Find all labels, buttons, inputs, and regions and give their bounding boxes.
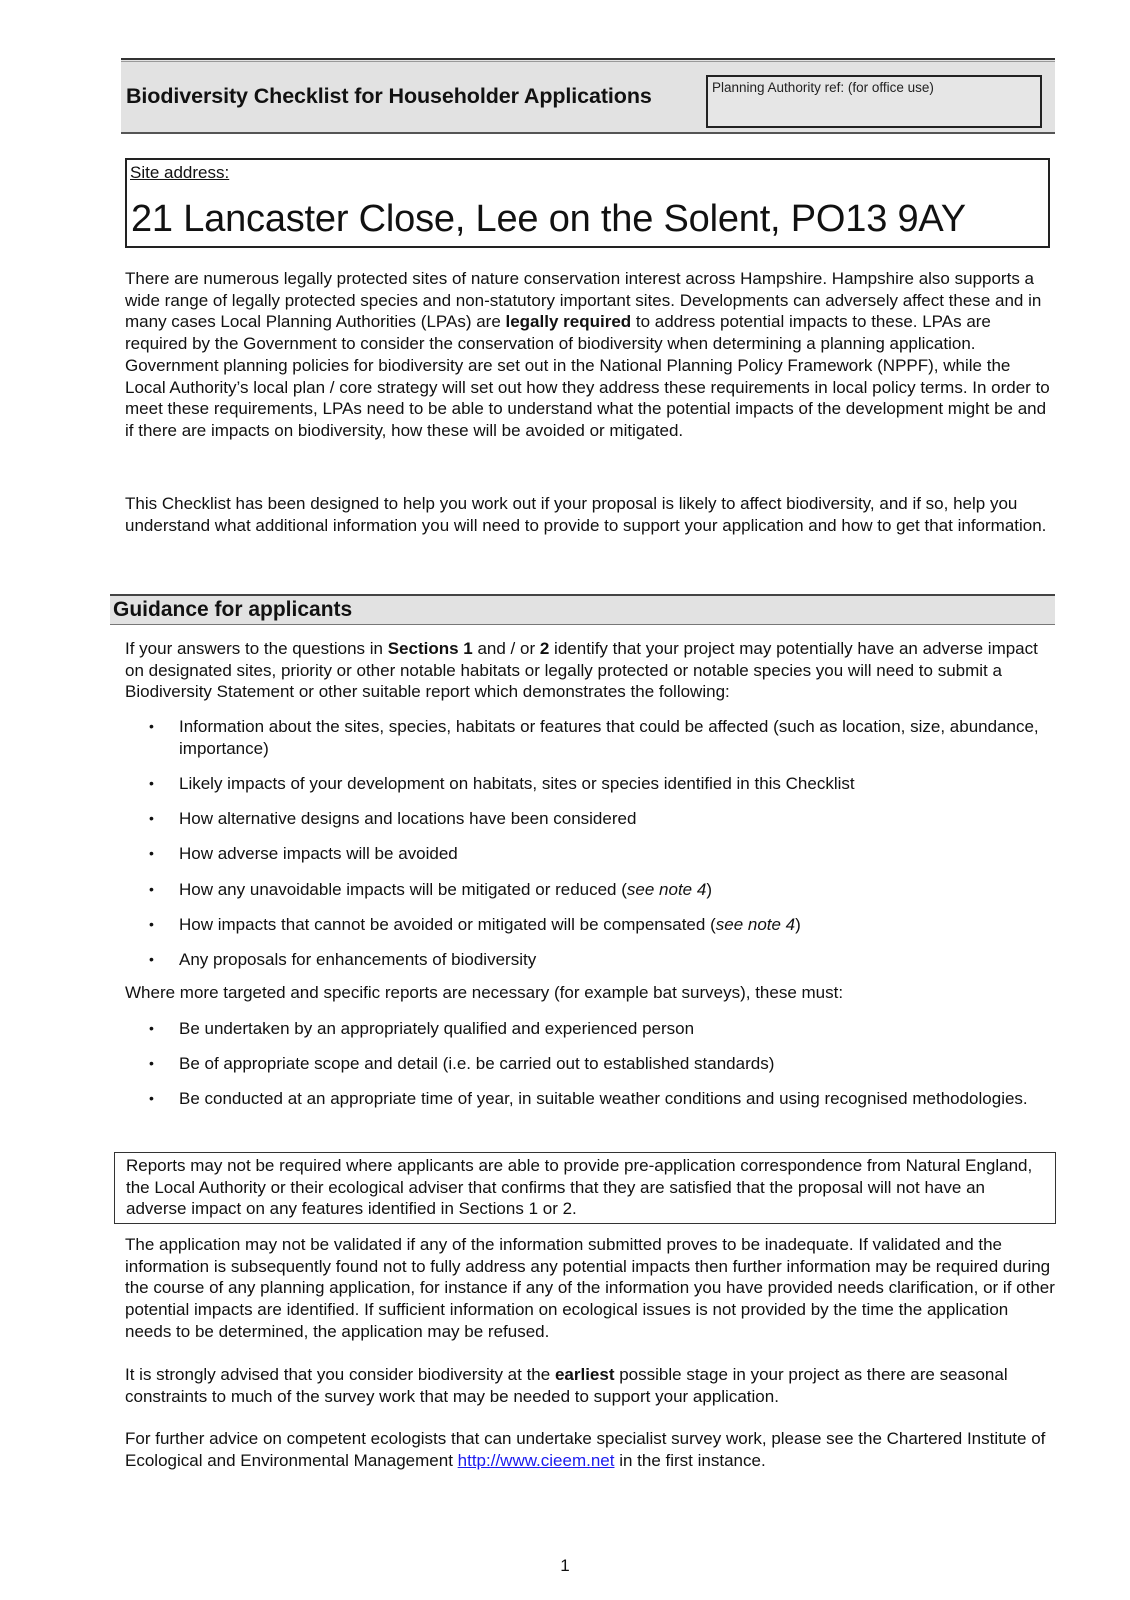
list-item-text: How any unavoidable impacts will be mitigated or reduced ( <box>179 879 627 899</box>
targeted-reports-list <box>125 1018 1055 1124</box>
targeted-reports-lead: Where more targeted and specific reports are necessary (for example bat surveys), these must: <box>125 983 844 1002</box>
list-item <box>125 879 1055 901</box>
cieem-link[interactable]: http://www.cieem.net <box>457 1450 615 1470</box>
office-use-ref-field[interactable] <box>706 75 1042 128</box>
bullet-icon: • <box>149 845 154 862</box>
site-address-label: Site address: <box>130 163 230 182</box>
validation-paragraph: The application may not be validated if any of the information submitted proves to be inadequate. If validated and the information is subsequently found not to fully address any potential impacts then further information may be required during the course of any planning application, for instance if any of the information you have provided needs clarification, or if other potential impacts are identified. If sufficient information on ecological issues is not provided by the time the application needs to be determined, the application may be refused. <box>125 1235 1055 1341</box>
advice-text: It is strongly advised that you consider biodiversity at the <box>125 1365 555 1384</box>
list-item <box>125 1053 1055 1075</box>
list-item <box>125 773 1055 795</box>
intro-text: There are numerous legally protected sites of nature conservation interest across Hampshire. Hampshire also supports a wide range of legally protected species and non-statutory important sites. Developments can adversely affect these and in many cases Local Planning Authorities (LPAs) are <box>125 269 1042 332</box>
bullet-icon: • <box>149 1090 154 1107</box>
advice-text: possible stage in your project as there are seasonal constraints to much of the survey work that may be needed to support your application. <box>125 1365 1008 1406</box>
guidance-section-title: Guidance for applicants <box>113 598 353 621</box>
list-item-text: Any proposals for enhancements of biodiversity <box>179 949 537 969</box>
office-use-ref-label: Planning Authority ref: (for office use) <box>712 80 934 95</box>
pre-application-notice-box <box>114 1152 1056 1224</box>
list-item-text: How alternative designs and locations have been considered <box>179 809 637 829</box>
bullet-icon: • <box>149 950 154 967</box>
document-title: Biodiversity Checklist for Householder Applications <box>126 84 652 108</box>
further-text: in the first instance. <box>614 1450 766 1470</box>
guidance-section-header <box>110 594 1055 625</box>
list-item-text: How adverse impacts will be avoided <box>179 844 458 864</box>
lead-text: and / or <box>472 639 540 658</box>
bullet-icon: • <box>149 810 154 827</box>
advice-emphasis: earliest <box>554 1365 615 1384</box>
lead-text: If your answers to the questions in <box>125 639 388 658</box>
site-address-box <box>125 158 1050 248</box>
lead-emphasis-2: 2 <box>539 639 550 658</box>
bullet-icon: • <box>149 1055 154 1072</box>
list-item-text: Be undertaken by an appropriately qualified and experienced person <box>179 1019 695 1038</box>
guidance-lead-paragraph <box>125 638 1055 703</box>
intro-paragraph-1 <box>125 268 1055 442</box>
bullet-icon: • <box>149 915 154 932</box>
intro-text-cont: to address potential impacts to these. LPAs are required by the Government to consider the conservation of biodiversity when determining a planning application. Government planning policies for biodiversity are set out in the National Planning Policy Framework (NPPF), while the Local Authority’s local plan / core strategy will set out how they address these requirements in local policy terms. In order to meet these requirements, LPAs need to be able to understand what the potential impacts of the development might be and if there are impacts on biodiversity, how these will be avoided or mitigated. <box>125 312 1050 440</box>
lead-emphasis-sections: Sections 1 <box>387 639 473 658</box>
bullet-icon: • <box>149 1020 154 1036</box>
pre-application-notice-text: Reports may not be required where applicants are able to provide pre-application correspondence from Natural England, the Local Authority or their ecological adviser that confirms that they are satisfied that the proposal will not have an adverse impact on any features identified in Sections 1 or 2. <box>126 1156 1033 1219</box>
bullet-icon: • <box>149 718 154 734</box>
note-reference: see note 4 <box>715 914 796 934</box>
list-item <box>125 1018 1055 1040</box>
further-advice-paragraph <box>125 1428 1055 1471</box>
note-reference: see note 4 <box>626 879 707 899</box>
further-text: For further advice on competent ecologists that can undertake specialist survey work, please see the Chartered Institute of Ecological and Environmental Management <box>125 1429 1046 1470</box>
bullet-icon: • <box>149 774 154 791</box>
list-item-text: Information about the sites, species, habitats or features that could be affected (such as location, size, abundance, importance) <box>179 717 1039 758</box>
list-item <box>125 1088 1055 1110</box>
list-item <box>125 914 1055 936</box>
list-item <box>125 949 1055 971</box>
list-item <box>125 808 1055 830</box>
statement-requirements-list <box>125 716 1055 984</box>
list-item <box>125 716 1055 759</box>
list-item-tail: ) <box>706 879 712 899</box>
lead-text: identify that your project may potentially have an adverse impact on designated sites, priority or other notable habitats or legally protected or notable species you will need to submit a Biodiversity Statement or other suitable report which demonstrates the following: <box>125 639 1038 702</box>
early-advice-paragraph <box>125 1364 1055 1407</box>
list-item-text: How impacts that cannot be avoided or mitigated will be compensated ( <box>179 914 716 934</box>
intro-emphasis: legally required <box>505 312 632 332</box>
list-item <box>125 843 1055 865</box>
list-item-text: Be conducted at an appropriate time of year, in suitable weather conditions and using recognised methodologies. <box>179 1089 1028 1109</box>
page-number: 1 <box>560 1556 570 1575</box>
list-item-text: Likely impacts of your development on habitats, sites or species identified in this Checklist <box>179 773 855 793</box>
site-address-value: 21 Lancaster Close, Lee on the Solent, PO13 9AY <box>131 198 966 240</box>
intro-paragraph-2: This Checklist has been designed to help you work out if your proposal is likely to affect biodiversity, and if so, help you understand what additional information you will need to provide to support your application and how to get that information. <box>125 494 1047 535</box>
bullet-icon: • <box>149 880 154 897</box>
list-item-tail: ) <box>795 914 801 934</box>
document-header <box>121 58 1055 134</box>
list-item-text: Be of appropriate scope and detail (i.e. be carried out to established standards) <box>179 1054 775 1074</box>
